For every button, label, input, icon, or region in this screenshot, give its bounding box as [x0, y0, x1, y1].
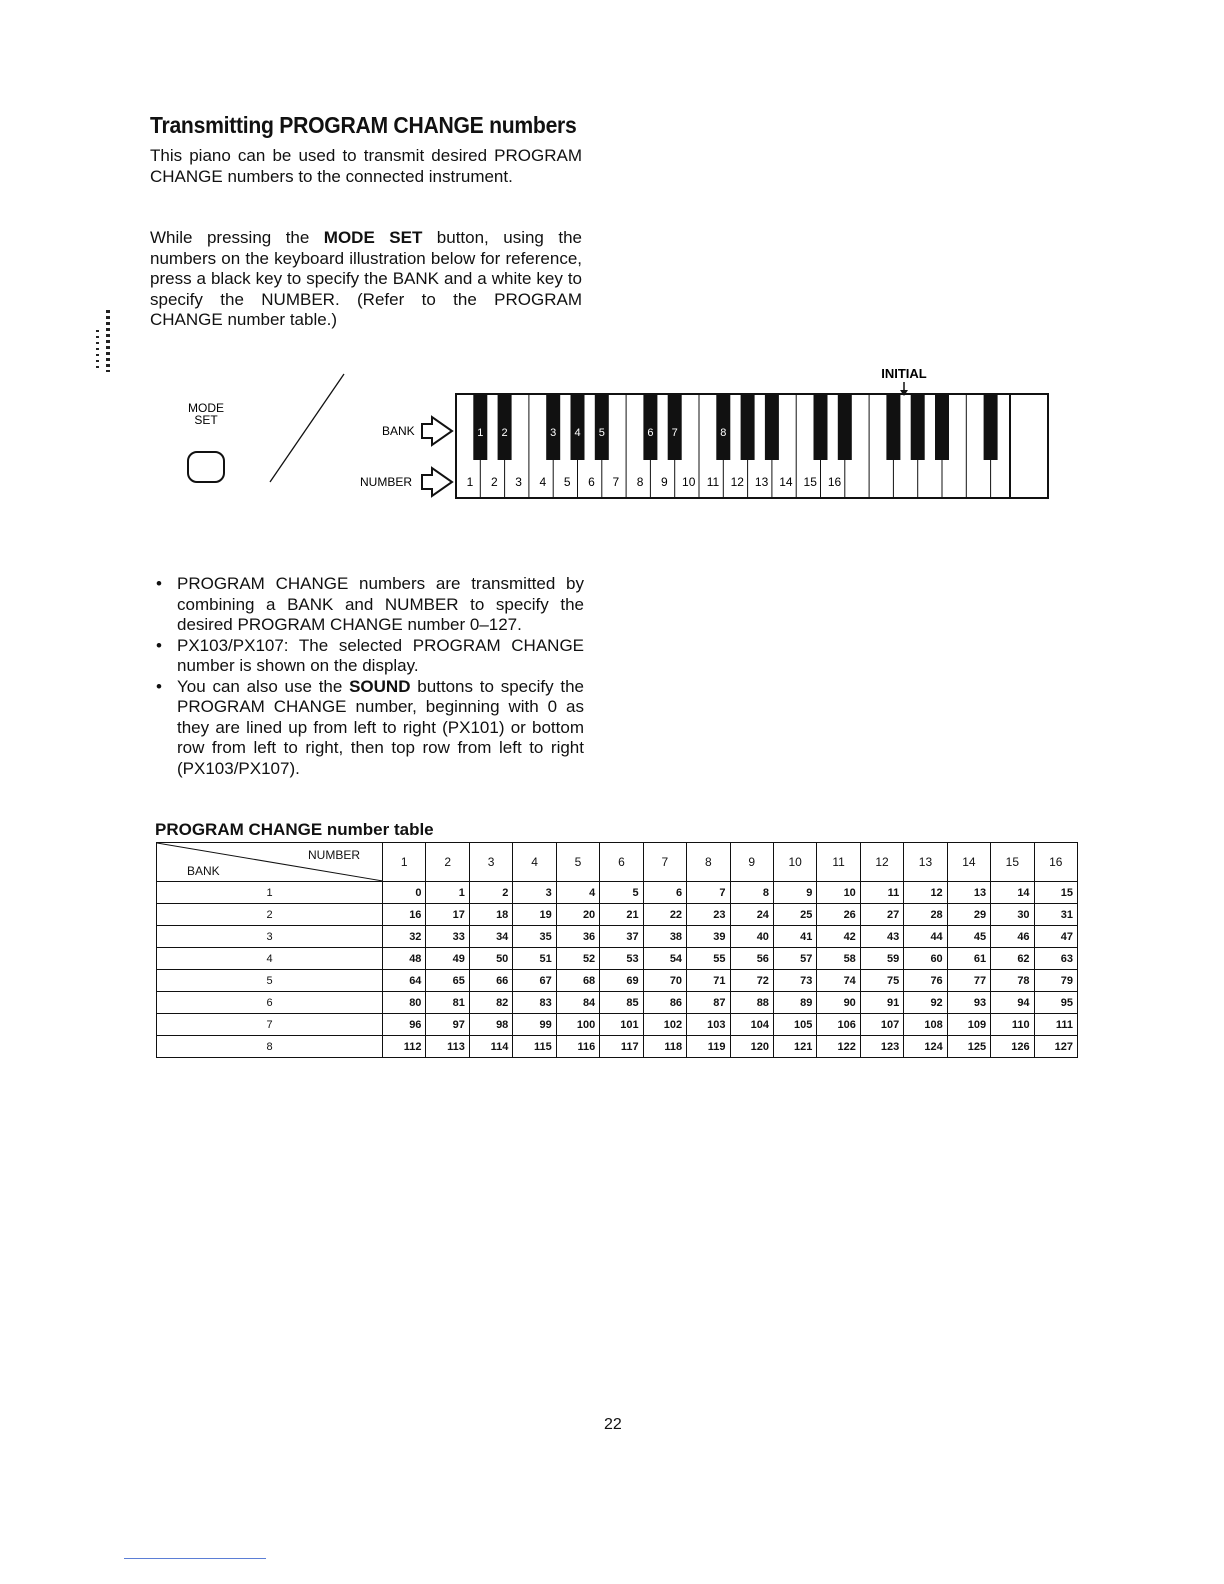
- program-number-cell: 27: [860, 904, 903, 926]
- program-number-cell: 64: [383, 970, 426, 992]
- program-number-cell: 5: [600, 882, 643, 904]
- program-number-cell: 21: [600, 904, 643, 926]
- program-number-cell: 71: [687, 970, 730, 992]
- intro-paragraph: This piano can be used to transmit desired PROGRAM CHANGE numbers to the connected instrument.: [150, 146, 582, 186]
- program-number-cell: 78: [991, 970, 1034, 992]
- bank-label: BANK: [382, 424, 415, 438]
- white-key-number: 10: [682, 475, 696, 489]
- mode-set-button: [188, 452, 224, 482]
- bank-cell: 6: [157, 992, 383, 1014]
- bank-cell: 3: [157, 926, 383, 948]
- table-column-header: 6: [600, 843, 643, 882]
- program-number-cell: 93: [947, 992, 990, 1014]
- margin-mark: [106, 310, 110, 372]
- mode-label: MODE: [188, 401, 224, 415]
- program-number-cell: 51: [513, 948, 556, 970]
- set-label: SET: [194, 413, 218, 427]
- program-number-cell: 73: [773, 970, 816, 992]
- program-number-cell: 82: [469, 992, 512, 1014]
- bank-cell: 7: [157, 1014, 383, 1036]
- program-number-cell: 1: [426, 882, 469, 904]
- bank-cell: 2: [157, 904, 383, 926]
- program-number-cell: 61: [947, 948, 990, 970]
- program-number-cell: 8: [730, 882, 773, 904]
- white-key-number: 8: [636, 475, 644, 489]
- list-item: • PX103/PX107: The selected PROGRAM CHANGE number is shown on the display.: [156, 636, 584, 677]
- program-number-cell: 125: [947, 1036, 990, 1058]
- program-number-cell: 31: [1034, 904, 1077, 926]
- program-number-cell: 97: [426, 1014, 469, 1036]
- program-number-cell: 101: [600, 1014, 643, 1036]
- program-number-cell: 90: [817, 992, 860, 1014]
- program-number-cell: 60: [904, 948, 947, 970]
- bank-arrow: [422, 417, 452, 445]
- white-key-number: 7: [612, 475, 620, 489]
- program-number-cell: 45: [947, 926, 990, 948]
- table-title: PROGRAM CHANGE number table: [155, 820, 434, 839]
- margin-mark: [96, 330, 99, 372]
- program-number-cell: 102: [643, 1014, 686, 1036]
- list-item-text: buttons to specify the PROGRAM CHANGE number, beginning with 0 as they are lined up from left to right (PX101) or bottom row from left to right, then top row from left to right (PX103/PX107).: [177, 676, 584, 778]
- notes-list: [156, 574, 584, 779]
- program-number-cell: 62: [991, 948, 1034, 970]
- list-item-text: You can also use the: [177, 676, 350, 696]
- table-row: [157, 970, 1078, 992]
- white-key-number: 12: [730, 475, 744, 489]
- table-row: [157, 1036, 1078, 1058]
- white-key-number: 16: [827, 475, 842, 489]
- keyboard-end-panel: [1010, 394, 1048, 498]
- program-number-cell: 113: [426, 1036, 469, 1058]
- table-column-header: 11: [817, 843, 860, 882]
- program-number-cell: 91: [860, 992, 903, 1014]
- program-number-cell: 14: [991, 882, 1034, 904]
- program-number-cell: 112: [383, 1036, 426, 1058]
- program-number-cell: 35: [513, 926, 556, 948]
- black-key-bank-number: 2: [501, 427, 508, 439]
- black-key-bank-number: 5: [598, 427, 605, 439]
- program-number-cell: 20: [556, 904, 599, 926]
- black-key-bank-number: 7: [671, 427, 678, 439]
- program-number-cell: 22: [643, 904, 686, 926]
- white-key-number: 1: [466, 475, 474, 489]
- white-key-number: 3: [515, 475, 522, 489]
- table-row: [157, 882, 1078, 904]
- keyboard-diagram: [150, 360, 1070, 520]
- sound-term: SOUND: [349, 676, 411, 696]
- table-column-header: 14: [947, 843, 990, 882]
- black-key-bank-number: 4: [574, 427, 581, 439]
- table-column-header: 3: [469, 843, 512, 882]
- program-number-cell: 12: [904, 882, 947, 904]
- program-number-cell: 69: [600, 970, 643, 992]
- program-number-cell: 34: [469, 926, 512, 948]
- black-key: [838, 394, 852, 460]
- bank-cell: 1: [157, 882, 383, 904]
- program-number-cell: 119: [687, 1036, 730, 1058]
- program-number-cell: 32: [383, 926, 426, 948]
- table-column-header: 4: [513, 843, 556, 882]
- program-number-cell: 29: [947, 904, 990, 926]
- program-number-cell: 59: [860, 948, 903, 970]
- instruction-paragraph: [150, 228, 582, 331]
- program-number-cell: 11: [860, 882, 903, 904]
- program-number-cell: 43: [860, 926, 903, 948]
- program-number-cell: 99: [513, 1014, 556, 1036]
- program-number-cell: 127: [1034, 1036, 1077, 1058]
- instruction-text: While pressing the: [150, 228, 324, 247]
- table-header-row: [157, 843, 1078, 882]
- white-key-number: 13: [754, 475, 769, 489]
- table-row: [157, 992, 1078, 1014]
- program-change-table: [156, 842, 1078, 1058]
- number-arrow: [422, 468, 452, 496]
- program-number-cell: 47: [1034, 926, 1077, 948]
- program-number-cell: 28: [904, 904, 947, 926]
- program-number-cell: 54: [643, 948, 686, 970]
- white-key-number: 15: [803, 475, 817, 489]
- program-number-cell: 103: [687, 1014, 730, 1036]
- program-number-cell: 67: [513, 970, 556, 992]
- bank-cell: 8: [157, 1036, 383, 1058]
- mode-set-term: MODE SET: [323, 228, 423, 247]
- program-number-cell: 124: [904, 1036, 947, 1058]
- program-number-cell: 46: [991, 926, 1034, 948]
- program-number-cell: 123: [860, 1036, 903, 1058]
- program-number-cell: 65: [426, 970, 469, 992]
- program-number-cell: 68: [556, 970, 599, 992]
- table-row: [157, 904, 1078, 926]
- program-number-cell: 7: [687, 882, 730, 904]
- black-key-bank-number: 3: [550, 427, 557, 439]
- program-number-cell: 114: [469, 1036, 512, 1058]
- program-number-cell: 106: [817, 1014, 860, 1036]
- program-number-cell: 41: [773, 926, 816, 948]
- program-number-cell: 88: [730, 992, 773, 1014]
- white-key-number: 6: [588, 475, 595, 489]
- black-key: [984, 394, 998, 460]
- program-number-cell: 108: [904, 1014, 947, 1036]
- program-number-cell: 92: [904, 992, 947, 1014]
- table-corner-cell: [157, 843, 383, 882]
- program-number-cell: 84: [556, 992, 599, 1014]
- program-number-cell: 52: [556, 948, 599, 970]
- program-number-cell: 110: [991, 1014, 1034, 1036]
- program-number-cell: 80: [383, 992, 426, 1014]
- program-number-cell: 72: [730, 970, 773, 992]
- initial-label: INITIAL: [881, 366, 927, 381]
- program-number-cell: 77: [947, 970, 990, 992]
- program-number-cell: 63: [1034, 948, 1077, 970]
- black-key: [886, 394, 900, 460]
- program-number-cell: 109: [947, 1014, 990, 1036]
- program-number-cell: 18: [469, 904, 512, 926]
- program-number-cell: 76: [904, 970, 947, 992]
- footer-rule: [124, 1558, 266, 1559]
- program-number-cell: 126: [991, 1036, 1034, 1058]
- black-key: [741, 394, 755, 460]
- table-column-header: 15: [991, 843, 1034, 882]
- program-number-cell: 10: [817, 882, 860, 904]
- program-number-cell: 121: [773, 1036, 816, 1058]
- program-number-cell: 75: [860, 970, 903, 992]
- white-key-number: 5: [563, 475, 571, 489]
- black-key-bank-number: 6: [647, 427, 654, 439]
- program-number-cell: 86: [643, 992, 686, 1014]
- table-column-header: 7: [643, 843, 686, 882]
- program-number-cell: 87: [687, 992, 730, 1014]
- table-row: [157, 1014, 1078, 1036]
- program-number-cell: 37: [600, 926, 643, 948]
- white-key-number: 9: [661, 475, 668, 489]
- program-number-cell: 115: [513, 1036, 556, 1058]
- black-key-bank-number: 8: [720, 427, 727, 439]
- program-number-cell: 44: [904, 926, 947, 948]
- program-number-cell: 4: [556, 882, 599, 904]
- program-number-cell: 13: [947, 882, 990, 904]
- program-number-cell: 38: [643, 926, 686, 948]
- program-number-cell: 23: [687, 904, 730, 926]
- page-title: Transmitting PROGRAM CHANGE numbers: [150, 112, 577, 138]
- black-key: [935, 394, 949, 460]
- table-column-header: 13: [904, 843, 947, 882]
- page-number: 22: [604, 1416, 622, 1433]
- program-number-cell: 49: [426, 948, 469, 970]
- corner-bank-label: BANK: [187, 864, 220, 878]
- program-number-cell: 94: [991, 992, 1034, 1014]
- program-number-cell: 98: [469, 1014, 512, 1036]
- program-number-cell: 30: [991, 904, 1034, 926]
- program-number-cell: 104: [730, 1014, 773, 1036]
- program-number-cell: 2: [469, 882, 512, 904]
- list-item: • PROGRAM CHANGE numbers are transmitted by combining a BANK and NUMBER to specify the desired PROGRAM CHANGE number 0–127.: [156, 574, 584, 636]
- program-number-cell: 118: [643, 1036, 686, 1058]
- program-number-cell: 117: [600, 1036, 643, 1058]
- table-column-header: 12: [860, 843, 903, 882]
- program-number-cell: 9: [773, 882, 816, 904]
- program-number-cell: 100: [556, 1014, 599, 1036]
- program-number-cell: 50: [469, 948, 512, 970]
- program-number-cell: 57: [773, 948, 816, 970]
- program-number-cell: 70: [643, 970, 686, 992]
- program-number-cell: 107: [860, 1014, 903, 1036]
- program-number-cell: 55: [687, 948, 730, 970]
- table-column-header: 10: [773, 843, 816, 882]
- instruction-text: button, using the numbers on the keyboard illustration below for reference, press a black key to specify the BANK and a white key to specify the NUMBER. (Refer to the PROGRAM CHANGE number table.): [150, 228, 582, 329]
- program-number-cell: 53: [600, 948, 643, 970]
- table-column-header: 1: [383, 843, 426, 882]
- table-column-header: 9: [730, 843, 773, 882]
- diagram-slash: [270, 374, 344, 482]
- table-column-header: 2: [426, 843, 469, 882]
- table-row: [157, 926, 1078, 948]
- program-number-cell: 6: [643, 882, 686, 904]
- black-key: [765, 394, 779, 460]
- black-key: [911, 394, 925, 460]
- program-number-cell: 39: [687, 926, 730, 948]
- program-number-cell: 25: [773, 904, 816, 926]
- program-number-cell: 89: [773, 992, 816, 1014]
- program-number-cell: 120: [730, 1036, 773, 1058]
- program-number-cell: 79: [1034, 970, 1077, 992]
- program-number-cell: 19: [513, 904, 556, 926]
- program-number-cell: 81: [426, 992, 469, 1014]
- white-key-number: 14: [779, 475, 793, 489]
- program-number-cell: 16: [383, 904, 426, 926]
- list-item: [156, 677, 584, 780]
- white-key-number: 11: [706, 475, 720, 489]
- program-number-cell: 83: [513, 992, 556, 1014]
- program-number-cell: 58: [817, 948, 860, 970]
- white-key-number: 4: [539, 475, 547, 489]
- program-number-cell: 105: [773, 1014, 816, 1036]
- black-key: [814, 394, 828, 460]
- table-row: [157, 948, 1078, 970]
- white-key-number: 2: [490, 475, 498, 489]
- table-column-header: 8: [687, 843, 730, 882]
- program-number-cell: 74: [817, 970, 860, 992]
- program-number-cell: 33: [426, 926, 469, 948]
- table-column-header: 5: [556, 843, 599, 882]
- program-number-cell: 40: [730, 926, 773, 948]
- program-number-cell: 96: [383, 1014, 426, 1036]
- program-number-cell: 122: [817, 1036, 860, 1058]
- black-key-bank-number: 1: [477, 427, 484, 439]
- table-column-header: 16: [1034, 843, 1077, 882]
- number-label: NUMBER: [360, 475, 413, 489]
- program-number-cell: 66: [469, 970, 512, 992]
- program-number-cell: 15: [1034, 882, 1077, 904]
- program-number-cell: 116: [556, 1036, 599, 1058]
- program-number-cell: 3: [513, 882, 556, 904]
- program-number-cell: 36: [556, 926, 599, 948]
- program-number-cell: 111: [1034, 1014, 1077, 1036]
- program-number-cell: 17: [426, 904, 469, 926]
- bank-cell: 5: [157, 970, 383, 992]
- program-number-cell: 26: [817, 904, 860, 926]
- program-number-cell: 56: [730, 948, 773, 970]
- program-number-cell: 42: [817, 926, 860, 948]
- program-number-cell: 95: [1034, 992, 1077, 1014]
- program-number-cell: 24: [730, 904, 773, 926]
- program-number-cell: 48: [383, 948, 426, 970]
- program-number-cell: 85: [600, 992, 643, 1014]
- program-number-cell: 0: [383, 882, 426, 904]
- corner-number-label: NUMBER: [307, 848, 360, 862]
- bank-cell: 4: [157, 948, 383, 970]
